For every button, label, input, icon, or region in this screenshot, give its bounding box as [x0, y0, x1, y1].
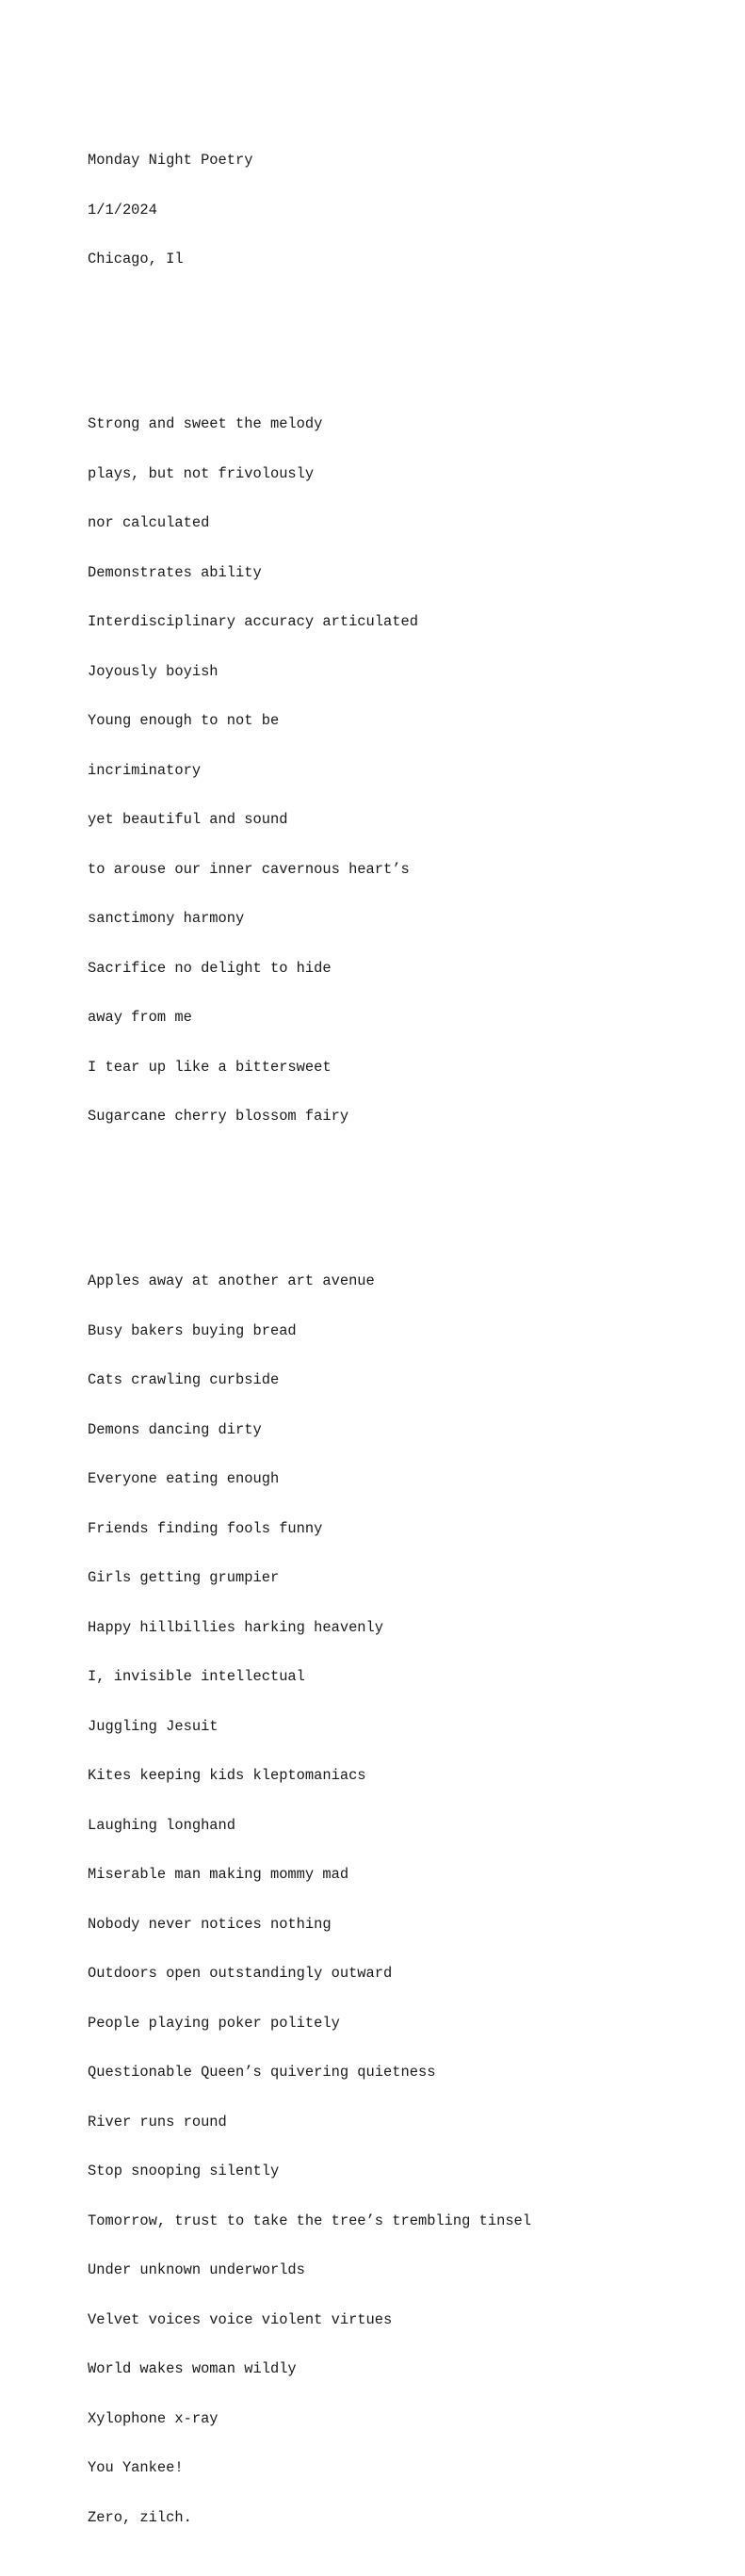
document-page — [88, 87, 728, 2576]
poem-line: nor calculated — [88, 514, 210, 531]
poem-line: Questionable Queen’s quivering quietness — [88, 2064, 436, 2081]
poem-line: Juggling Jesuit — [88, 1717, 219, 1735]
poem-line: Demonstrates ability — [88, 563, 262, 581]
poem-line: sanctimony harmony — [88, 910, 245, 927]
poem-line: Interdisciplinary accuracy articulated — [88, 613, 418, 630]
poem-line: Apples away at another art avenue — [88, 1272, 375, 1289]
document-location: Chicago, Il — [88, 251, 184, 267]
poem-line: Cats crawling curbside — [88, 1371, 280, 1388]
poem-line: People playing poker politely — [88, 2014, 340, 2032]
poem-line: incriminatory — [88, 761, 202, 779]
poem-line: Busy bakers buying bread — [88, 1321, 297, 1339]
poem-line: Demons dancing dirty — [88, 1420, 262, 1438]
poem-line: Nobody never notices nothing — [88, 1915, 332, 1933]
poem-line: away from me — [88, 1009, 192, 1026]
poem-line: to arouse our inner cavernous heart’s — [88, 860, 410, 878]
poem-line: I, invisible intellectual — [88, 1668, 305, 1685]
poem-line: Xylophone x-ray — [88, 2409, 219, 2427]
stanza-gap — [88, 334, 728, 351]
poem-line: Velvet voices voice violent virtues — [88, 2310, 393, 2328]
poem-line: Outdoors open outstandingly outward — [88, 1965, 393, 1982]
poem-line: World wakes woman wildly — [88, 2360, 297, 2377]
poem-line: Tomorrow, trust to take the tree’s trembling tinsel — [88, 2211, 532, 2229]
poem-line: Sacrifice no delight to hide — [88, 959, 332, 977]
poem-line: Young enough to not be — [88, 712, 280, 729]
poem-line: I tear up like a bittersweet — [88, 1058, 332, 1076]
document-header — [88, 120, 728, 301]
poem-line: You Yankee! — [88, 2459, 184, 2476]
poem-stanza-2 — [88, 1240, 728, 2559]
poem-line: Miserable man making mommy mad — [88, 1866, 349, 1883]
poem-line: Laughing longhand — [88, 1816, 236, 1834]
poem-line: yet beautiful and sound — [88, 811, 288, 828]
poem-line: River runs round — [88, 2113, 227, 2130]
poem-line: Joyously boyish — [88, 662, 219, 680]
poem-stanza-1 — [88, 383, 728, 1158]
poem-line: Friends finding fools funny — [88, 1519, 323, 1537]
poem-line: plays, but not frivolously — [88, 464, 315, 482]
poem-line: Happy hillbillies harking heavenly — [88, 1618, 384, 1636]
poem-line: Sugarcane cherry blossom fairy — [88, 1108, 349, 1125]
poem-line: Strong and sweet the melody — [88, 415, 323, 432]
poem-line: Zero, zilch. — [88, 2508, 192, 2526]
poem-line: Girls getting grumpier — [88, 1569, 280, 1586]
poem-line: Kites keeping kids kleptomaniacs — [88, 1767, 366, 1784]
stanza-gap — [88, 1191, 728, 1208]
poem-line: Everyone eating enough — [88, 1470, 280, 1487]
document-date: 1/1/2024 — [88, 201, 157, 219]
poem-line: Stop snooping silently — [88, 2163, 280, 2179]
document-title: Monday Night Poetry — [88, 152, 253, 169]
poem-line: Under unknown underworlds — [88, 2261, 305, 2278]
